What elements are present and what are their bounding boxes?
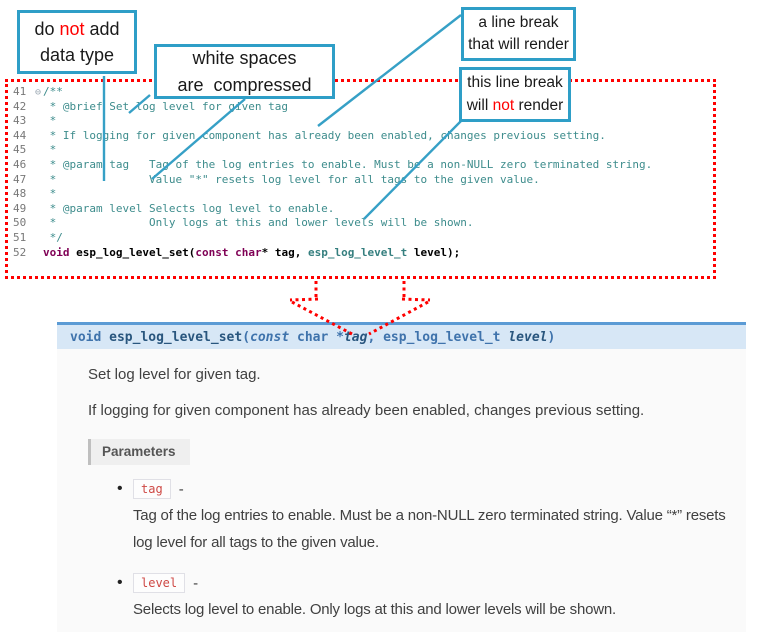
fold-spacer [35, 174, 43, 189]
signature-segment: ( [242, 329, 251, 345]
code-segment: void [43, 245, 70, 259]
code-segment: * If logging for given component has already been enabled, changes previous setting. [43, 128, 606, 142]
callout-text: data type [39, 45, 115, 65]
fold-spacer [35, 130, 43, 145]
callout-line-break-renders [461, 7, 576, 61]
line-number: 51 [13, 230, 27, 244]
red-arrow-right-flare [402, 299, 430, 300]
fold-collapse-icon[interactable]: ⊖ [35, 87, 42, 98]
code-line-52 [13, 246, 713, 261]
line-number: 42 [13, 99, 27, 113]
code-line-45 [13, 143, 713, 158]
code-editor-panel [5, 79, 716, 279]
callout-line-break-not-render [459, 67, 571, 122]
fold-spacer [35, 144, 43, 159]
line-number: 47 [13, 172, 27, 186]
code-line-41 [13, 85, 713, 100]
signature-segment: esp_log_level_set [109, 329, 243, 345]
callout-text: that will render [468, 36, 569, 53]
line-number: 41 [13, 85, 27, 98]
param-chip-tag: tag [133, 479, 171, 499]
code-line-44 [13, 129, 713, 144]
callout-text: will [466, 96, 493, 114]
doc-body [57, 366, 746, 623]
callout-text: this line break [467, 74, 563, 92]
callout-text-line [177, 72, 311, 98]
signature-segment: , [367, 329, 384, 345]
brief-text: Set log level for given tag. [88, 366, 261, 383]
code-lines [8, 82, 713, 260]
parameters-rubric: Parameters [88, 439, 190, 465]
param-item-level [88, 573, 746, 623]
rendered-doc-panel [57, 322, 746, 632]
callout-text-red: not [492, 96, 515, 114]
signature-segment: level [508, 329, 548, 345]
description-text: If logging for given component has already been enabled, changes previous setting. [88, 402, 645, 419]
code-segment: * @param level Selects log level to enable. [43, 201, 335, 215]
callout-text-line [467, 72, 563, 94]
fold-spacer [35, 232, 43, 247]
callout-text: render [514, 96, 564, 114]
signature-segment: const [250, 329, 290, 345]
signature-segment: tag [343, 329, 368, 345]
code-segment: * [43, 143, 57, 157]
callout-text-line [40, 42, 114, 68]
line-number: 49 [13, 201, 27, 215]
code-line-43 [13, 114, 713, 129]
code-segment: * @brief Set log level for given tag [43, 99, 289, 113]
param-desc-tag: Tag of the log entries to enable. Must be a non-NULL zero terminated string. Value “*” resets log level for all tags to the given value. [133, 507, 726, 551]
signature-segment: esp_log_level_t [383, 329, 509, 345]
callout-text-line [478, 12, 558, 34]
callout-text: do [34, 18, 60, 39]
fold-spacer [35, 159, 43, 174]
function-signature [70, 330, 555, 345]
fold-spacer [35, 188, 43, 203]
param-dash: - [193, 574, 199, 592]
code-segment: */ [43, 230, 63, 244]
fold-spacer [35, 101, 43, 116]
code-segment: char [235, 245, 262, 259]
callout-do-not-add-data-type [17, 10, 137, 74]
code-segment: /** [43, 85, 63, 98]
code-line-50 [13, 216, 713, 231]
bullet-icon: • [117, 480, 123, 497]
code-segment: ( [188, 245, 196, 259]
param-row [88, 573, 746, 593]
line-number: 44 [13, 128, 27, 142]
param-row [88, 479, 746, 499]
callout-text-red: not [59, 18, 85, 39]
fold-spacer [35, 247, 43, 262]
code-segment: level); [407, 245, 461, 259]
code-segment: esp_log_level_t [307, 245, 408, 259]
function-signature-bar [57, 322, 746, 349]
code-segment: * tag, [261, 245, 308, 259]
code-segment: * Only logs at this and lower levels will be shown. [43, 216, 474, 230]
code-segment: * [43, 114, 57, 128]
param-desc-level: Selects log level to enable. Only logs at this and lower levels will be shown. [133, 601, 616, 618]
signature-segment: void [70, 329, 110, 345]
param-chip-level: level [133, 573, 185, 593]
code-segment: * @param tag Tag of the log entries to enable. Must be a non-NULL zero terminated string. [43, 157, 653, 171]
code-segment: esp_log_level_set [76, 245, 189, 259]
code-line-42 [13, 100, 713, 115]
callout-text-line [192, 45, 296, 71]
callout-text: add [84, 18, 120, 39]
callout-text-line [34, 16, 119, 42]
code-segment: const [195, 245, 229, 259]
callout-text: white spaces [192, 48, 297, 69]
param-item-tag [88, 479, 746, 556]
callout-text-line [468, 34, 569, 56]
code-segment: * Value "*" resets log level for all tags to the given value. [43, 172, 540, 186]
callout-text: are compressed [177, 74, 312, 95]
line-number: 48 [13, 187, 27, 201]
bullet-icon: • [117, 574, 123, 591]
code-line-48 [13, 187, 713, 202]
code-segment: * [43, 187, 57, 201]
param-dash: - [178, 480, 184, 498]
red-arrow-left-flare [290, 299, 318, 300]
signature-segment: char * [297, 329, 344, 345]
code-line-49 [13, 202, 713, 217]
code-line-47 [13, 173, 713, 188]
line-number: 45 [13, 143, 27, 157]
fold-spacer [35, 217, 43, 232]
line-number: 52 [13, 245, 27, 259]
code-line-51 [13, 231, 713, 246]
code-line-46 [13, 158, 713, 173]
fold-spacer [35, 203, 43, 218]
signature-segment: ) [547, 329, 556, 345]
callout-text: a line break [478, 13, 559, 31]
fold-spacer [35, 115, 43, 130]
line-number: 50 [13, 216, 27, 230]
line-number: 46 [13, 157, 27, 171]
callout-whitespace-compressed [154, 44, 335, 99]
line-number: 43 [13, 114, 27, 128]
callout-text-line [467, 95, 564, 117]
signature-segment [289, 330, 297, 345]
